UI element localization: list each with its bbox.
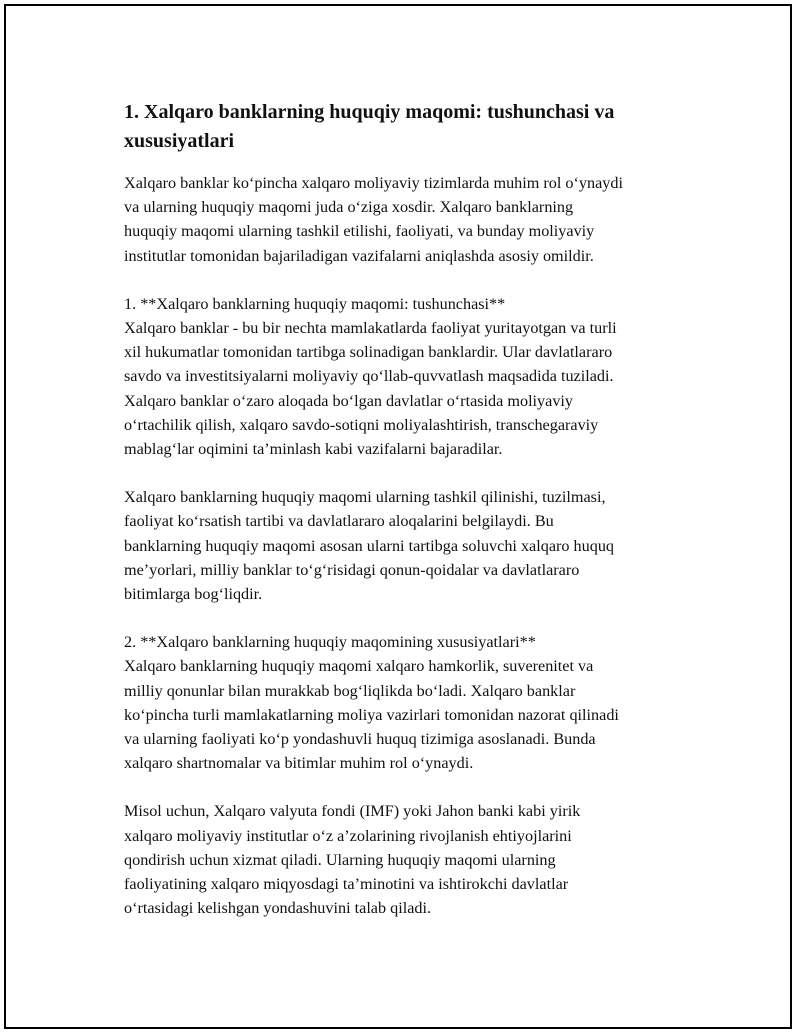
document-body bbox=[124, 98, 699, 944]
text-line: o‘rtasidagi kelishgan yondashuvini talab qiladi. bbox=[124, 899, 432, 918]
text-line: me’yorlari, milliy banklar to‘g‘risidagi qonun-qoidalar va davlatlararo bbox=[124, 560, 580, 579]
paragraph-example bbox=[124, 799, 699, 920]
text-line: 2. **Xalqaro banklarning huquqiy maqomining xususiyatlari** bbox=[124, 633, 536, 652]
text-line: Xalqaro banklarning huquqiy maqomi xalqaro hamkorlik, suverenitet va bbox=[124, 657, 594, 676]
text-line: faoliyat ko‘rsatish tartibi va davlatlararo aloqalarini belgilaydi. Bu bbox=[124, 512, 554, 531]
paragraph-legal-basis bbox=[124, 485, 699, 606]
text-line: xalqaro shartnomalar va bitimlar muhim rol o‘ynaydi. bbox=[124, 754, 474, 773]
text-line: savdo va investitsiyalarni moliyaviy qo‘llab-quvvatlash maqsadida tuziladi. bbox=[124, 367, 614, 386]
text-line: Misol uchun, Xalqaro valyuta fondi (IMF) yoki Jahon banki kabi yirik bbox=[124, 802, 581, 821]
heading-line: 1. Xalqaro banklarning huquqiy maqomi: tushunchasi va bbox=[124, 101, 615, 123]
text-line: institutlar tomonidan bajariladigan vazifalarni aniqlashda asosiy omildir. bbox=[124, 246, 594, 265]
text-line: mablag‘lar oqimini ta’minlash kabi vazifalarni bajaradilar. bbox=[124, 440, 503, 459]
paragraph-features bbox=[124, 630, 699, 775]
text-line: milliy qonunlar bilan murakkab bog‘liqlikda bo‘ladi. Xalqaro banklar bbox=[124, 681, 576, 700]
text-line: xalqaro moliyaviy institutlar o‘z a’zolarining rivojlanish ehtiyojlarini bbox=[124, 826, 572, 845]
text-line: xil hukumatlar tomonidan tartibga solinadigan banklardir. Ular davlatlararo bbox=[124, 343, 613, 362]
text-line: huquqiy maqomi ularning tashkil etilishi, faoliyati, va bunday moliyaviy bbox=[124, 222, 595, 241]
text-line: faoliyatining xalqaro miqyosdagi ta’minotini va ishtirokchi davlatlar bbox=[124, 875, 569, 894]
text-line: 1. **Xalqaro banklarning huquqiy maqomi: tushunchasi** bbox=[124, 294, 506, 313]
text-line: bitimlarga bog‘liqdir. bbox=[124, 585, 263, 604]
text-line: Xalqaro banklar ko‘pincha xalqaro moliyaviy tizimlarda muhim rol o‘ynaydi bbox=[124, 174, 623, 192]
page-frame bbox=[4, 4, 792, 1029]
text-line: Xalqaro banklarning huquqiy maqomi ularning tashkil qilinishi, tuzilmasi, bbox=[124, 488, 606, 507]
text-line: ko‘pincha turli mamlakatlarning moliya vazirlari tomonidan nazorat qilinadi bbox=[124, 705, 619, 724]
text-line: banklarning huquqiy maqomi asosan ularni tartibga soluvchi xalqaro huquq bbox=[124, 536, 615, 555]
paragraph-concept bbox=[124, 292, 699, 461]
paragraph-intro bbox=[124, 171, 699, 268]
section-heading bbox=[124, 98, 699, 156]
text-line: va ularning faoliyati ko‘p yondashuvli huquq tizimiga asoslanadi. Bunda bbox=[124, 730, 596, 749]
heading-line: xususiyatlari bbox=[124, 130, 235, 152]
text-line: va ularning huquqiy maqomi juda o‘ziga xosdir. Xalqaro banklarning bbox=[124, 198, 574, 217]
text-line: o‘rtachilik qilish, xalqaro savdo-sotiqni moliyalashtirish, transchegaraviy bbox=[124, 415, 599, 434]
text-line: Xalqaro banklar - bu bir nechta mamlakatlarda faoliyat yuritayotgan va turli bbox=[124, 319, 617, 338]
text-line: Xalqaro banklar o‘zaro aloqada bo‘lgan davlatlar o‘rtasida moliyaviy bbox=[124, 391, 574, 410]
text-line: qondirish uchun xizmat qiladi. Ularning huquqiy maqomi ularning bbox=[124, 850, 556, 869]
